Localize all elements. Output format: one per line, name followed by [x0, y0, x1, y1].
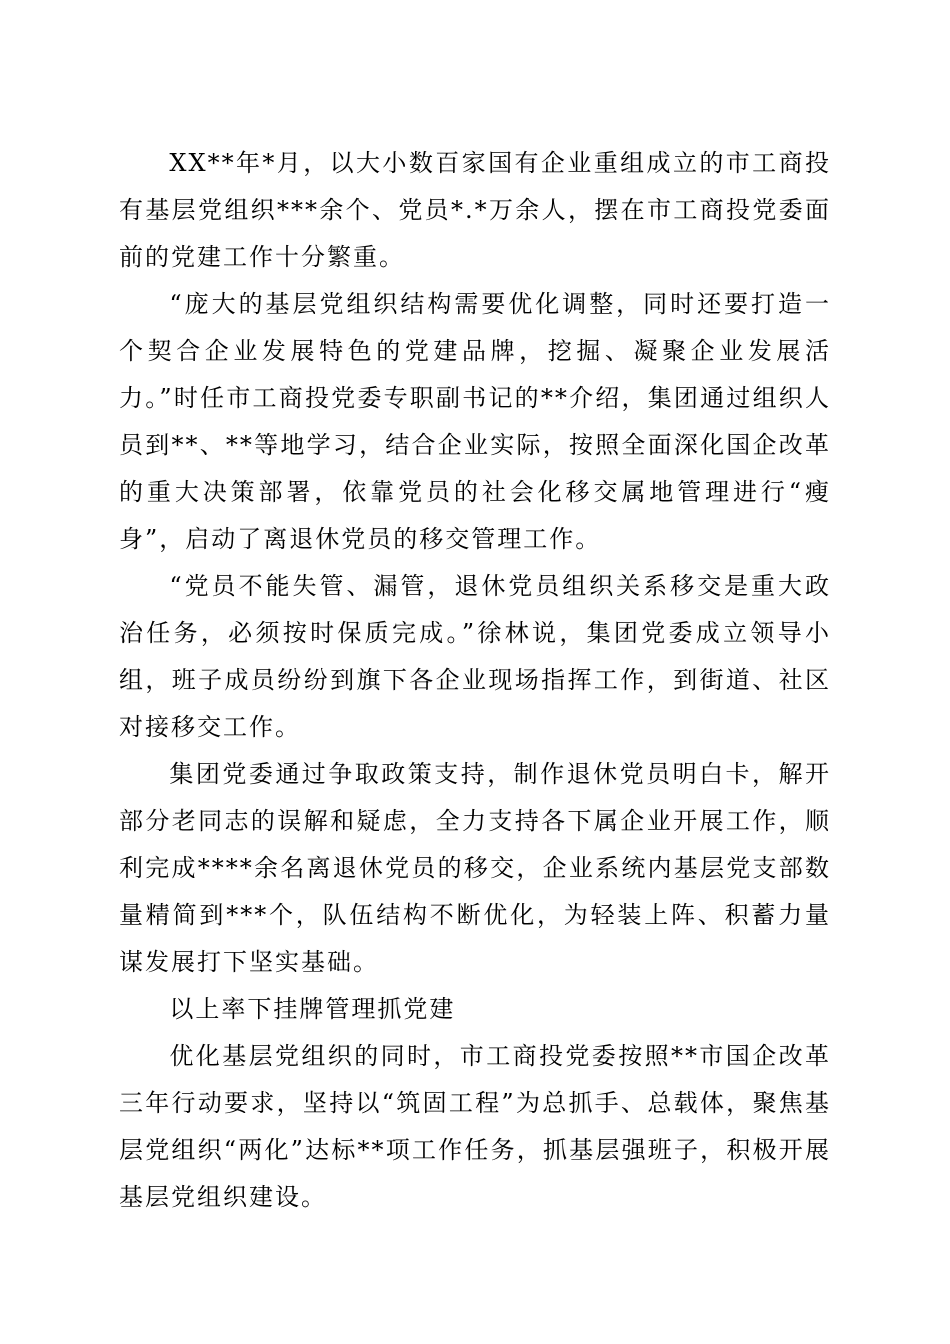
paragraph-2: “庞大的基层党组织结构需要优化调整，同时还要打造一个契合企业发展特色的党建品牌，挖掘、凝聚企业发展活力。”时任市工商投党委专职副书记的**介绍，集团通过组织人员到**、**等地学习，结合企业实际，按照全面深化国企改革的重大决策部署，依靠党员的社会化移交属地管理进行“瘦身”，启动了离退休党员的移交管理工作。: [119, 290, 831, 553]
paragraph-3: “党员不能失管、漏管，退休党员组织关系移交是重大政治任务，必须按时保质完成。”徐林说，集团党委成立领导小组，班子成员纷纷到旗下各企业现场指挥工作，到街道、社区对接移交工作。: [119, 572, 831, 741]
paragraph-1: XX**年*月，以大小数百家国有企业重组成立的市工商投有基层党组织***余个、党员*.*万余人，摆在市工商投党委面前的党建工作十分繁重。: [119, 149, 831, 271]
paragraph-5: 优化基层党组织的同时，市工商投党委按照**市国企改革三年行动要求，坚持以“筑固工程”为总抓手、总载体，聚焦基层党组织“两化”达标**项工作任务，抓基层强班子，积极开展基层党组织建设。: [119, 1042, 831, 1211]
document-body: [119, 140, 831, 1221]
section-heading: 以上率下挂牌管理抓党建: [169, 995, 456, 1023]
paragraph-4: 集团党委通过争取政策支持，制作退休党员明白卡，解开部分老同志的误解和疑虑，全力支持各下属企业开展工作，顺利完成****余名离退休党员的移交，企业系统内基层党支部数量精简到***个，队伍结构不断优化，为轻装上阵、积蓄力量谋发展打下坚实基础。: [119, 760, 831, 976]
